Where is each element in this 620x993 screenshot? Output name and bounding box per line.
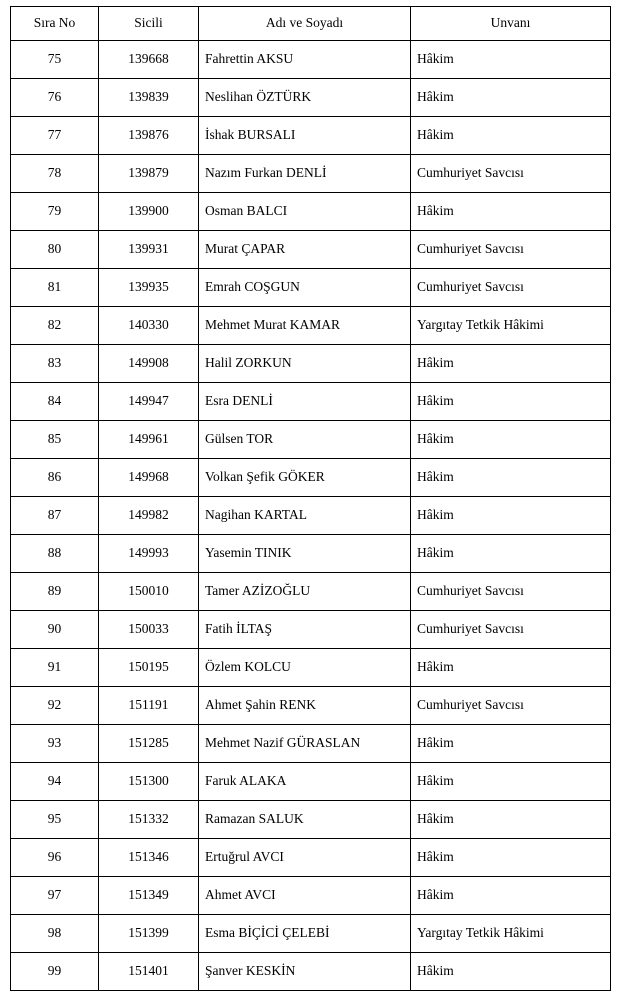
cell-unvani: Cumhuriyet Savcısı <box>411 611 611 649</box>
cell-adi-ve-soyadi: Ahmet Şahin RENK <box>199 687 411 725</box>
cell-unvani: Hâkim <box>411 41 611 79</box>
cell-unvani: Hâkim <box>411 117 611 155</box>
table-row <box>11 611 611 649</box>
table-row <box>11 155 611 193</box>
cell-unvani: Hâkim <box>411 839 611 877</box>
cell-sicili: 151401 <box>99 953 199 991</box>
cell-adi-ve-soyadi: Esma BİÇİCİ ÇELEBİ <box>199 915 411 953</box>
cell-sira-no: 93 <box>11 725 99 763</box>
cell-adi-ve-soyadi: Neslihan ÖZTÜRK <box>199 79 411 117</box>
cell-sicili: 139935 <box>99 269 199 307</box>
column-header-sicili: Sicili <box>99 7 199 41</box>
cell-adi-ve-soyadi: Fahrettin AKSU <box>199 41 411 79</box>
cell-sicili: 149947 <box>99 383 199 421</box>
table-row <box>11 117 611 155</box>
cell-unvani: Cumhuriyet Savcısı <box>411 155 611 193</box>
cell-sira-no: 77 <box>11 117 99 155</box>
table-header-row <box>11 7 611 41</box>
cell-sicili: 149982 <box>99 497 199 535</box>
cell-sicili: 150033 <box>99 611 199 649</box>
table-row <box>11 953 611 991</box>
cell-sira-no: 86 <box>11 459 99 497</box>
cell-unvani: Hâkim <box>411 801 611 839</box>
cell-sira-no: 75 <box>11 41 99 79</box>
cell-sira-no: 92 <box>11 687 99 725</box>
cell-adi-ve-soyadi: Nagihan KARTAL <box>199 497 411 535</box>
column-header-sira-no: Sıra No <box>11 7 99 41</box>
cell-sicili: 140330 <box>99 307 199 345</box>
cell-unvani: Cumhuriyet Savcısı <box>411 269 611 307</box>
cell-sira-no: 80 <box>11 231 99 269</box>
cell-sicili: 151300 <box>99 763 199 801</box>
cell-sira-no: 82 <box>11 307 99 345</box>
cell-unvani: Hâkim <box>411 383 611 421</box>
cell-sira-no: 84 <box>11 383 99 421</box>
cell-sicili: 139931 <box>99 231 199 269</box>
cell-sira-no: 90 <box>11 611 99 649</box>
cell-unvani: Yargıtay Tetkik Hâkimi <box>411 915 611 953</box>
cell-adi-ve-soyadi: Osman BALCI <box>199 193 411 231</box>
cell-unvani: Yargıtay Tetkik Hâkimi <box>411 307 611 345</box>
cell-unvani: Hâkim <box>411 497 611 535</box>
cell-unvani: Hâkim <box>411 345 611 383</box>
table-row <box>11 877 611 915</box>
cell-sira-no: 87 <box>11 497 99 535</box>
table-row <box>11 687 611 725</box>
cell-sira-no: 81 <box>11 269 99 307</box>
table-row <box>11 193 611 231</box>
cell-sicili: 149968 <box>99 459 199 497</box>
cell-sicili: 149961 <box>99 421 199 459</box>
cell-unvani: Cumhuriyet Savcısı <box>411 687 611 725</box>
cell-sicili: 151285 <box>99 725 199 763</box>
cell-adi-ve-soyadi: Gülsen TOR <box>199 421 411 459</box>
table-row <box>11 915 611 953</box>
table-row <box>11 41 611 79</box>
cell-sicili: 149993 <box>99 535 199 573</box>
cell-sira-no: 76 <box>11 79 99 117</box>
column-header-unvani: Unvanı <box>411 7 611 41</box>
cell-adi-ve-soyadi: Halil ZORKUN <box>199 345 411 383</box>
cell-sicili: 151191 <box>99 687 199 725</box>
cell-sira-no: 94 <box>11 763 99 801</box>
cell-unvani: Hâkim <box>411 649 611 687</box>
cell-adi-ve-soyadi: Yasemin TINIK <box>199 535 411 573</box>
table-row <box>11 573 611 611</box>
cell-sira-no: 88 <box>11 535 99 573</box>
cell-unvani: Hâkim <box>411 725 611 763</box>
table-row <box>11 535 611 573</box>
table-row <box>11 421 611 459</box>
cell-adi-ve-soyadi: Fatih İLTAŞ <box>199 611 411 649</box>
cell-unvani: Hâkim <box>411 193 611 231</box>
cell-adi-ve-soyadi: İshak BURSALI <box>199 117 411 155</box>
table-row <box>11 497 611 535</box>
cell-sicili: 151399 <box>99 915 199 953</box>
cell-sira-no: 79 <box>11 193 99 231</box>
table-row <box>11 725 611 763</box>
table-body <box>11 41 611 991</box>
cell-unvani: Hâkim <box>411 535 611 573</box>
cell-unvani: Hâkim <box>411 763 611 801</box>
cell-unvani: Hâkim <box>411 79 611 117</box>
table-row <box>11 79 611 117</box>
cell-adi-ve-soyadi: Özlem KOLCU <box>199 649 411 687</box>
table-row <box>11 231 611 269</box>
table-row <box>11 839 611 877</box>
cell-unvani: Hâkim <box>411 459 611 497</box>
cell-unvani: Cumhuriyet Savcısı <box>411 573 611 611</box>
cell-sira-no: 99 <box>11 953 99 991</box>
cell-unvani: Hâkim <box>411 421 611 459</box>
table-row <box>11 801 611 839</box>
cell-sira-no: 89 <box>11 573 99 611</box>
cell-adi-ve-soyadi: Şanver KESKİN <box>199 953 411 991</box>
table-header <box>11 7 611 41</box>
column-header-adi-ve-soyadi: Adı ve Soyadı <box>199 7 411 41</box>
cell-sicili: 150195 <box>99 649 199 687</box>
cell-sicili: 139668 <box>99 41 199 79</box>
cell-adi-ve-soyadi: Tamer AZİZOĞLU <box>199 573 411 611</box>
cell-adi-ve-soyadi: Nazım Furkan DENLİ <box>199 155 411 193</box>
cell-adi-ve-soyadi: Ramazan SALUK <box>199 801 411 839</box>
cell-unvani: Hâkim <box>411 877 611 915</box>
cell-sicili: 139900 <box>99 193 199 231</box>
cell-adi-ve-soyadi: Ahmet AVCI <box>199 877 411 915</box>
cell-sira-no: 83 <box>11 345 99 383</box>
cell-adi-ve-soyadi: Volkan Şefik GÖKER <box>199 459 411 497</box>
table-row <box>11 763 611 801</box>
table-row <box>11 307 611 345</box>
table-row <box>11 649 611 687</box>
cell-adi-ve-soyadi: Esra DENLİ <box>199 383 411 421</box>
cell-sicili: 151349 <box>99 877 199 915</box>
cell-sira-no: 96 <box>11 839 99 877</box>
cell-unvani: Cumhuriyet Savcısı <box>411 231 611 269</box>
cell-adi-ve-soyadi: Mehmet Nazif GÜRASLAN <box>199 725 411 763</box>
cell-sicili: 149908 <box>99 345 199 383</box>
cell-adi-ve-soyadi: Murat ÇAPAR <box>199 231 411 269</box>
cell-sicili: 150010 <box>99 573 199 611</box>
cell-sira-no: 98 <box>11 915 99 953</box>
table-row <box>11 269 611 307</box>
cell-adi-ve-soyadi: Mehmet Murat KAMAR <box>199 307 411 345</box>
cell-adi-ve-soyadi: Ertuğrul AVCI <box>199 839 411 877</box>
cell-sicili: 139876 <box>99 117 199 155</box>
cell-adi-ve-soyadi: Emrah COŞGUN <box>199 269 411 307</box>
table-row <box>11 345 611 383</box>
cell-unvani: Hâkim <box>411 953 611 991</box>
table-row <box>11 383 611 421</box>
cell-sira-no: 85 <box>11 421 99 459</box>
roster-table <box>10 6 611 991</box>
cell-sira-no: 97 <box>11 877 99 915</box>
cell-sira-no: 78 <box>11 155 99 193</box>
cell-sicili: 139839 <box>99 79 199 117</box>
cell-sira-no: 95 <box>11 801 99 839</box>
cell-sira-no: 91 <box>11 649 99 687</box>
table-row <box>11 459 611 497</box>
cell-sicili: 151346 <box>99 839 199 877</box>
cell-sicili: 151332 <box>99 801 199 839</box>
cell-adi-ve-soyadi: Faruk ALAKA <box>199 763 411 801</box>
cell-sicili: 139879 <box>99 155 199 193</box>
